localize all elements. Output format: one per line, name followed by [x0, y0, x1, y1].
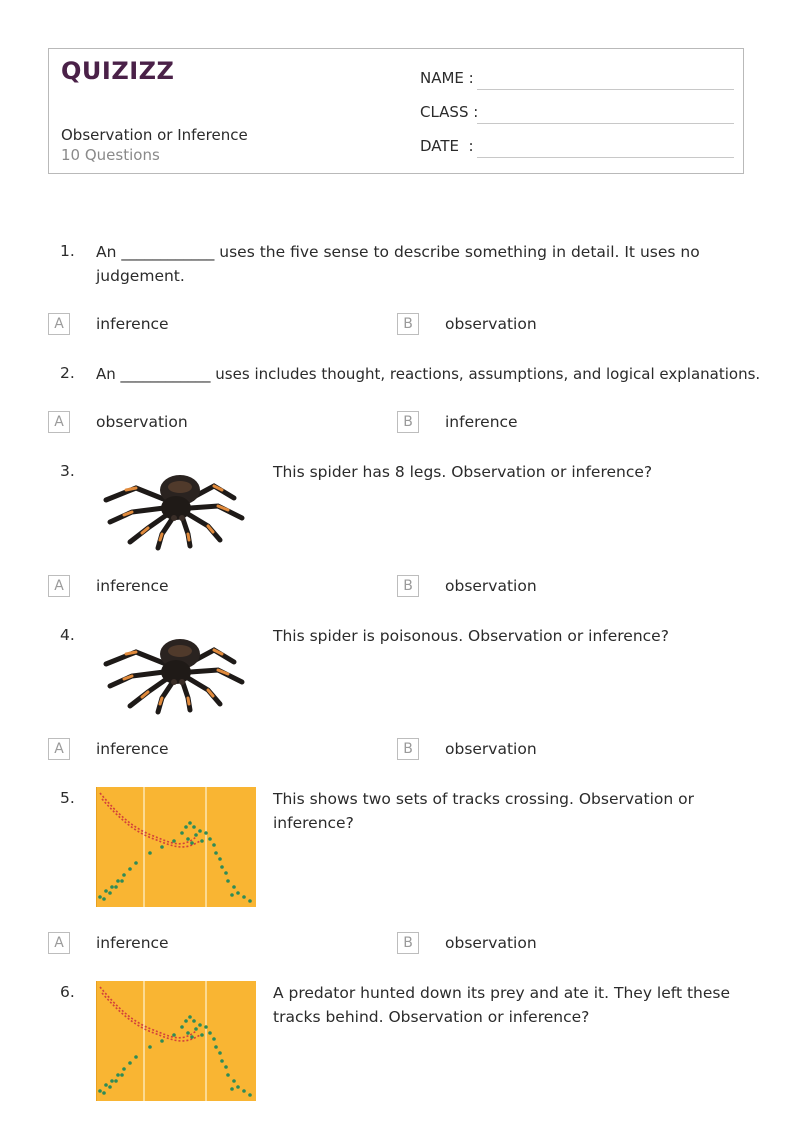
- class-line[interactable]: [477, 123, 734, 124]
- quizizz-logo: QUIZIZZ: [61, 57, 175, 85]
- tarantula-image: [96, 624, 246, 716]
- question-number: 1.: [60, 242, 75, 260]
- question-text: [273, 981, 743, 1029]
- name-line[interactable]: [477, 89, 734, 90]
- question-number: 3.: [60, 462, 75, 480]
- animal-tracks-image: [96, 787, 256, 907]
- date-label: DATE :: [420, 137, 474, 155]
- option-b-text[interactable]: observation: [445, 577, 537, 595]
- worksheet-title: Observation or Inference: [61, 126, 248, 144]
- option-a-text[interactable]: inference: [96, 740, 169, 758]
- option-b-box[interactable]: B: [397, 575, 419, 597]
- question-text-line: inference?: [273, 814, 354, 832]
- option-b-box[interactable]: B: [397, 411, 419, 433]
- class-label: CLASS :: [420, 103, 479, 121]
- option-a-text[interactable]: observation: [96, 413, 188, 431]
- date-field[interactable]: [420, 137, 734, 159]
- question-number: 4.: [60, 626, 75, 644]
- question-text-line: judgement.: [96, 267, 185, 285]
- tarantula-image: [96, 460, 246, 552]
- option-b-text[interactable]: observation: [445, 934, 537, 952]
- question-text-line: A predator hunted down its prey and ate it. They left these: [273, 984, 731, 1002]
- option-a-box[interactable]: A: [48, 575, 70, 597]
- option-a-box[interactable]: A: [48, 738, 70, 760]
- question-text: This spider is poisonous. Observation or inference?: [273, 627, 669, 645]
- question-text-line: An ____________ uses the five sense to describe something in detail. It uses no: [96, 243, 700, 261]
- option-b-box[interactable]: B: [397, 738, 419, 760]
- option-a-box[interactable]: A: [48, 313, 70, 335]
- option-b-box[interactable]: B: [397, 313, 419, 335]
- option-a-text[interactable]: inference: [96, 934, 169, 952]
- class-field[interactable]: [420, 103, 734, 125]
- option-b-text[interactable]: inference: [445, 413, 518, 431]
- option-a-box[interactable]: A: [48, 411, 70, 433]
- question-text: [273, 787, 743, 835]
- question-text: This spider has 8 legs. Observation or inference?: [273, 463, 653, 481]
- question-number: 6.: [60, 983, 75, 1001]
- date-line[interactable]: [477, 157, 734, 158]
- name-label: NAME :: [420, 69, 474, 87]
- question-number: 2.: [60, 364, 75, 382]
- option-a-box[interactable]: A: [48, 932, 70, 954]
- option-b-text[interactable]: observation: [445, 315, 537, 333]
- worksheet-header: [48, 48, 744, 174]
- option-a-text[interactable]: inference: [96, 315, 169, 333]
- question-count: 10 Questions: [61, 146, 160, 164]
- question-text-line: This shows two sets of tracks crossing. Observation or: [273, 790, 695, 808]
- option-a-text[interactable]: inference: [96, 577, 169, 595]
- question-text: [96, 240, 746, 288]
- question-number: 5.: [60, 789, 75, 807]
- question-text: An ____________ uses includes thought, reactions, assumptions, and logical explanations.: [96, 365, 761, 383]
- option-b-box[interactable]: B: [397, 932, 419, 954]
- animal-tracks-image: [96, 981, 256, 1101]
- question-text-line: tracks behind. Observation or inference?: [273, 1008, 590, 1026]
- name-field[interactable]: [420, 69, 734, 91]
- option-b-text[interactable]: observation: [445, 740, 537, 758]
